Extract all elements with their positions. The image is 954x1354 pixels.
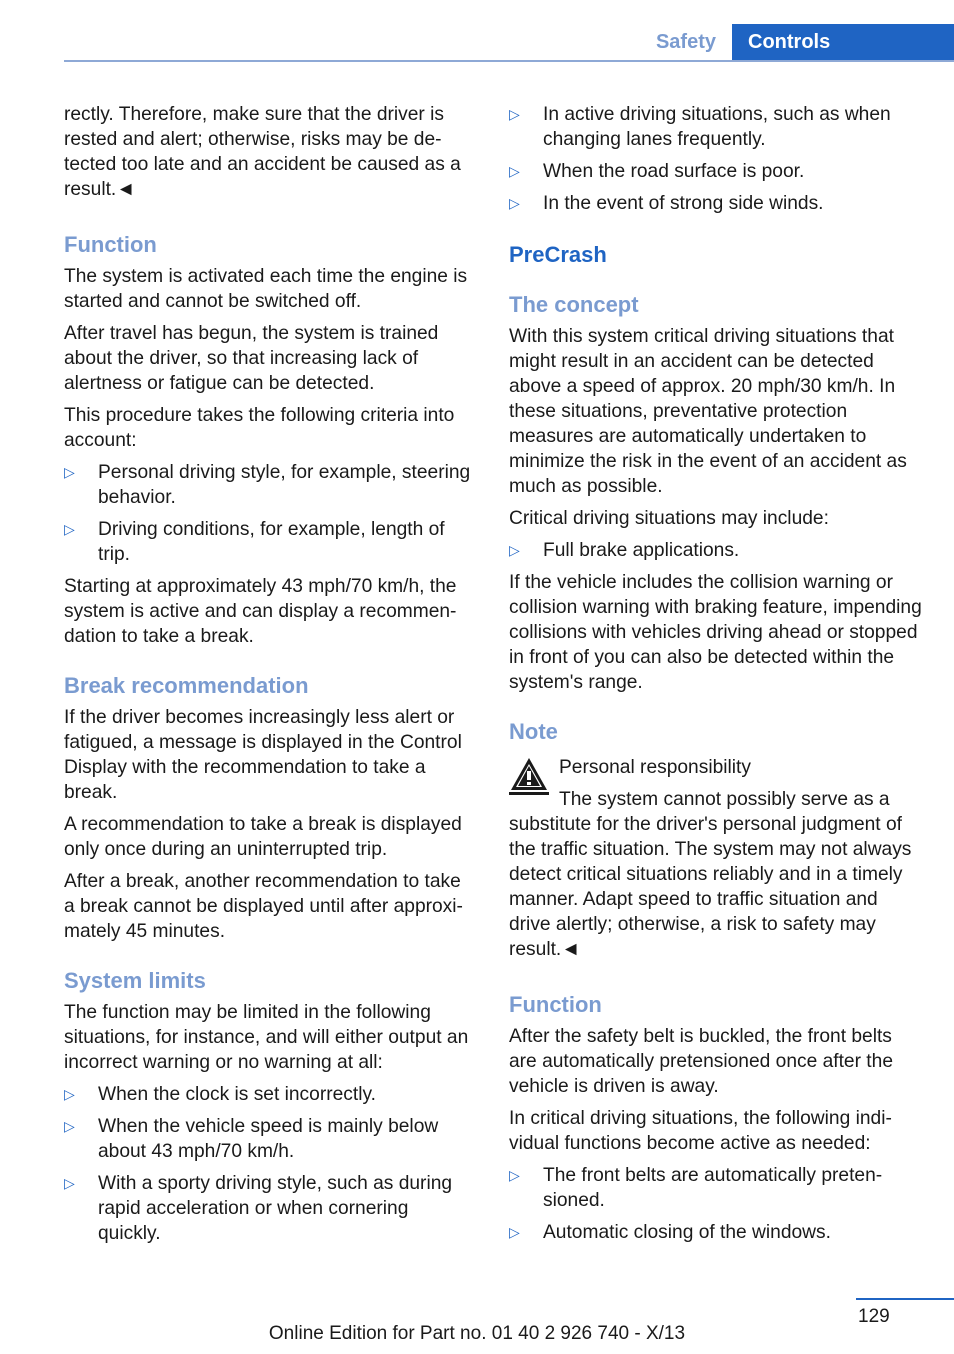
header-chapter-controls: Controls bbox=[732, 24, 954, 61]
right-function-paragraph-2: In critical driving situations, the following individual functions become active as needed: bbox=[509, 1108, 892, 1154]
list-item: ▷ In the event of strong side winds. bbox=[509, 193, 824, 214]
concept-paragraph-3: If the vehicle includes the collision warning or collision warning with braking feature, impending collisions with vehicles driving ahead or stopped in front of you can also be detected within the system's range. bbox=[509, 572, 922, 693]
list-item: ▷ When the vehicle speed is mainly below about 43 mph/70 km/h. bbox=[64, 1116, 439, 1162]
function-heading: Function bbox=[64, 232, 157, 257]
limits-list bbox=[64, 1082, 476, 1246]
break-recommendation-heading: Break recommendation bbox=[64, 673, 309, 698]
bullet-triangle-icon: ▷ bbox=[64, 464, 75, 480]
note-text: The system cannot possibly serve as a substitute for the driver's personal judgment of the traffic situation. The system may not always detect critical situations reliably and in a timely manner. Adapt speed to traffic situation and drive alertly; otherwise, a risk to safety may result.◄ bbox=[509, 789, 912, 960]
list-item: ▷ When the road surface is poor. bbox=[509, 161, 805, 182]
footer-rule bbox=[856, 1298, 954, 1300]
bullet-triangle-icon: ▷ bbox=[509, 542, 520, 558]
list-item: ▷ In active driving situations, such as when changing lanes frequently. bbox=[509, 104, 891, 150]
list-item: ▷ Full brake applications. bbox=[509, 540, 740, 561]
header-rule bbox=[64, 60, 954, 62]
limits-paragraph: The function may be limited in the following situations, for instance, and will either output an incorrect warning or no warning at all: bbox=[64, 1002, 469, 1073]
list-item: ▷ Personal driving style, for example, steering behavior. bbox=[64, 462, 471, 508]
bullet-triangle-icon: ▷ bbox=[64, 1175, 75, 1191]
list-item: ▷ The front belts are automatically pretensioned. bbox=[509, 1165, 883, 1211]
bullet-triangle-icon: ▷ bbox=[509, 195, 520, 211]
list-item: ▷ When the clock is set incorrectly. bbox=[64, 1084, 376, 1105]
edition-footer: Online Edition for Part no. 01 40 2 926 740 - X/13 bbox=[268, 1323, 686, 1344]
concept-paragraph-2: Critical driving situations may include: bbox=[509, 508, 829, 529]
system-limits-heading: System limits bbox=[64, 968, 206, 993]
warning-triangle-icon bbox=[509, 755, 549, 795]
bullet-triangle-icon: ▷ bbox=[509, 163, 520, 179]
function-paragraph-2: After travel has begun, the system is trained about the driver, so that increasing lack of alertness or fatigue can be detected. bbox=[64, 323, 439, 394]
bullet-triangle-icon: ▷ bbox=[509, 106, 520, 122]
warning-note bbox=[509, 755, 924, 962]
concept-paragraph-1: With this system critical driving situations that might result in an accident can be detected above a speed of approx. 20 mph/30 km/h. In these situations, preventative protection measures are automatically undertaken to minimize the risk in the event of an accident as much as possible. bbox=[509, 326, 907, 497]
break-paragraph-3: After a break, another recommendation to take a break cannot be displayed until after approximately 45 minutes. bbox=[64, 871, 463, 942]
function-paragraph-1: The system is activated each time the engine is started and cannot be switched off. bbox=[64, 266, 468, 312]
right-column bbox=[509, 102, 924, 1252]
bullet-triangle-icon: ▷ bbox=[64, 1086, 75, 1102]
break-paragraph-2: A recommendation to take a break is displayed only once during an uninterrupted trip. bbox=[64, 814, 462, 860]
situations-list bbox=[509, 538, 924, 563]
functions-list bbox=[509, 1163, 924, 1245]
function-paragraph-4: Starting at approximately 43 mph/70 km/h, the system is active and can display a recommendation to take a break. bbox=[64, 576, 457, 647]
precrash-heading: PreCrash bbox=[509, 242, 607, 267]
list-item: ▷ Driving conditions, for example, length of trip. bbox=[64, 519, 445, 565]
intro-paragraph: rectly. Therefore, make sure that the driver is rested and alert; otherwise, risks may be detected too late and an accident be caused as a result.◄ bbox=[64, 104, 461, 200]
concept-heading: The concept bbox=[509, 292, 639, 317]
list-item: ▷ With a sporty driving style, such as during rapid acceleration or when cornering quickly. bbox=[64, 1173, 453, 1244]
list-item: ▷ Automatic closing of the windows. bbox=[509, 1222, 831, 1243]
note-title: Personal responsibility bbox=[559, 757, 751, 778]
criteria-list bbox=[64, 460, 476, 567]
bullet-triangle-icon: ▷ bbox=[509, 1167, 520, 1183]
note-heading: Note bbox=[509, 719, 558, 744]
limits-list-continued bbox=[509, 102, 924, 216]
bullet-triangle-icon: ▷ bbox=[64, 1118, 75, 1134]
function-paragraph-3: This procedure takes the following criteria into account: bbox=[64, 405, 455, 451]
bullet-triangle-icon: ▷ bbox=[64, 521, 75, 537]
function-heading-right: Function bbox=[509, 992, 602, 1017]
page-number: 129 bbox=[858, 1306, 890, 1327]
break-paragraph-1: If the driver becomes increasingly less alert or fatigued, a message is displayed in the Control Display with the recommendation to take a break. bbox=[64, 707, 462, 803]
left-column bbox=[64, 102, 476, 1253]
right-function-paragraph-1: After the safety belt is buckled, the front belts are automatically pretensioned once after the vehicle is driven is away. bbox=[509, 1026, 893, 1097]
header-section-safety: Safety bbox=[655, 31, 716, 53]
bullet-triangle-icon: ▷ bbox=[509, 1224, 520, 1240]
